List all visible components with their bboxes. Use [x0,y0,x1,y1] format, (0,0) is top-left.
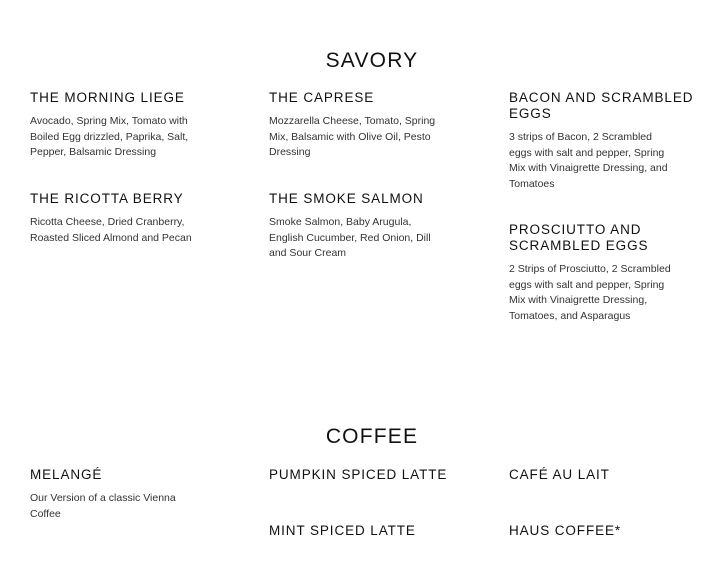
menu-item-morning-liege [30,90,230,161]
menu-item-name: THE CAPRESE [269,90,375,105]
menu-item-caprese [269,90,469,161]
menu-item-cafe-au-lait [509,467,709,483]
menu-item-description: Ricotta Cheese, Dried Cranberry, Roasted Sliced Almond and Pecan [30,216,192,244]
menu-item-description: Our Version of a classic Vienna Coffee [30,492,176,520]
menu-item-name: THE SMOKE SALMON [269,191,424,206]
menu-item-description: 2 Strips of Prosciutto, 2 Scrambled eggs with salt and pepper, Spring Mix with Vinaigrette Dressing, Tomatoes, and Asparagus [509,263,671,322]
menu-item-ricotta-berry [30,191,230,246]
menu-item-name: MINT SPICED LATTE [269,523,416,538]
menu-item-name: MELANGÉ [30,467,103,482]
menu-item-melange [30,467,230,522]
menu-item-description: 3 strips of Bacon, 2 Scrambled eggs with salt and pepper, Spring Mix with Vinaigrette Dressing, and Tomatoes [509,131,668,190]
menu-item-name: PROSCIUTTO AND SCRAMBLED EGGS [509,222,649,253]
menu-item-description: Avocado, Spring Mix, Tomato with Boiled Egg drizzled, Paprika, Salt, Pepper, Balsamic Dressing [30,115,189,158]
menu-item-name: CAFÉ AU LAIT [509,467,610,482]
menu-item-name: BACON AND SCRAMBLED EGGS [509,90,694,121]
section-title-coffee: COFFEE [325,425,419,449]
menu-item-name: THE RICOTTA BERRY [30,191,184,206]
menu-item-description: Smoke Salmon, Baby Arugula, English Cucumber, Red Onion, Dill and Sour Cream [269,216,431,259]
menu-item-name: PUMPKIN SPICED LATTE [269,467,448,482]
menu-item-name: HAUS COFFEE* [509,523,622,538]
menu-item-pumpkin-spiced-latte [269,467,469,483]
menu-item-description: Mozzarella Cheese, Tomato, Spring Mix, Balsamic with Olive Oil, Pesto Dressing [269,115,436,158]
menu-item-prosciutto-scrambled-eggs [509,222,709,324]
menu-item-name: THE MORNING LIEGE [30,90,185,105]
menu-item-mint-spiced-latte [269,523,469,539]
menu-item-smoke-salmon [269,191,469,262]
menu-item-bacon-scrambled-eggs [509,90,709,192]
menu-item-haus-coffee [509,523,709,539]
section-title-savory: SAVORY [325,49,419,73]
